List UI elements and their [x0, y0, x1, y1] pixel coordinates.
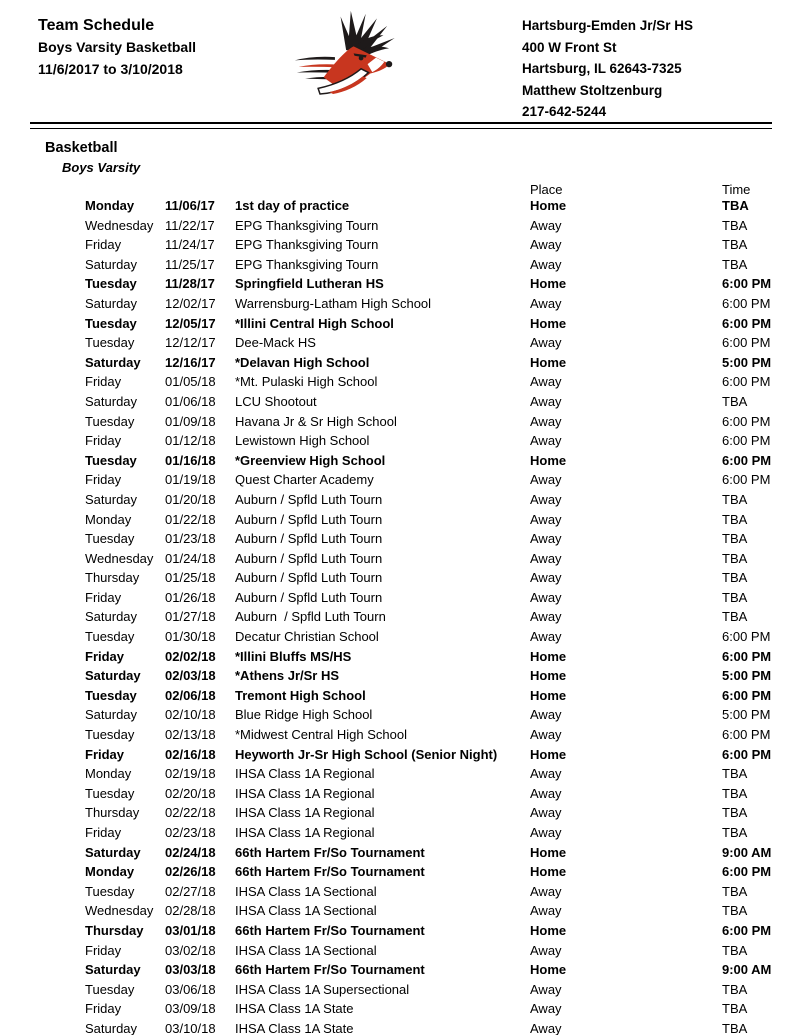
time-cell: 6:00 PM	[722, 413, 771, 429]
place-cell: Away	[530, 589, 562, 605]
contact-phone: 217-642-5244	[522, 104, 607, 119]
date-cell: 02/27/18	[165, 883, 216, 899]
sport-heading: Basketball	[45, 140, 118, 156]
schedule-row	[0, 216, 800, 236]
time-cell: TBA	[722, 217, 748, 233]
schedule-row	[0, 784, 800, 804]
day-cell: Thursday	[85, 805, 140, 821]
time-cell: TBA	[722, 198, 749, 213]
schedule-row	[0, 843, 800, 863]
time-cell: 5:00 PM	[722, 354, 772, 370]
event-cell: IHSA Class 1A Regional	[235, 825, 375, 840]
time-cell: TBA	[722, 393, 748, 409]
schedule-row	[0, 412, 800, 432]
date-column-header	[165, 183, 235, 196]
day-cell: Saturday	[85, 491, 138, 507]
place-cell: Home	[530, 844, 567, 860]
schedule-row	[0, 529, 800, 549]
place-cell: Away	[530, 217, 562, 233]
date-cell: 12/16/17	[165, 354, 216, 370]
day-cell: Saturday	[85, 844, 141, 860]
date-cell: 02/16/18	[165, 746, 216, 762]
time-cell: 6:00 PM	[722, 433, 771, 449]
time-cell: 6:00 PM	[722, 276, 772, 292]
day-cell: Tuesday	[85, 727, 135, 743]
schedule-row	[0, 372, 800, 392]
date-cell: 02/10/18	[165, 707, 216, 723]
day-cell: Thursday	[85, 922, 144, 938]
place-cell: Away	[530, 707, 562, 723]
event-cell: IHSA Class 1A Sectional	[235, 903, 377, 919]
date-cell: 11/28/17	[165, 276, 215, 292]
time-cell: TBA	[722, 570, 748, 586]
event-cell: Heyworth Jr-Sr High School (Senior Night)	[235, 746, 498, 762]
place-cell: Away	[530, 727, 562, 743]
date-cell: 02/24/18	[165, 844, 216, 860]
date-cell: 02/28/18	[165, 903, 216, 919]
time-cell: TBA	[722, 491, 748, 507]
schedule-row	[0, 255, 800, 275]
school-contact-block	[522, 15, 693, 123]
time-cell: 6:00 PM	[722, 295, 771, 311]
day-cell: Saturday	[85, 354, 141, 370]
date-cell: 11/22/17	[165, 217, 215, 233]
time-cell: TBA	[722, 766, 748, 782]
time-cell: TBA	[722, 981, 748, 997]
day-cell: Tuesday	[85, 315, 137, 331]
schedule-row	[0, 1019, 800, 1035]
event-cell: *Midwest Central High School	[235, 727, 407, 743]
event-cell: IHSA Class 1A Supersectional	[235, 981, 410, 997]
day-cell: Friday	[85, 825, 122, 840]
place-cell: Away	[530, 550, 562, 566]
date-cell: 01/25/18	[165, 570, 216, 586]
event-cell: Dee-Mack HS	[235, 335, 316, 351]
event-cell: Auburn / Spfld Luth Tourn	[235, 609, 386, 625]
place-cell: Away	[530, 433, 562, 449]
date-cell: 11/24/17	[165, 237, 215, 253]
event-cell: Springfield Lutheran HS	[235, 276, 384, 292]
time-cell: 6:00 PM	[722, 922, 772, 938]
time-cell: 6:00 PM	[722, 472, 771, 488]
date-cell: 02/23/18	[165, 825, 216, 840]
place-cell: Away	[530, 942, 562, 958]
day-cell: Monday	[85, 198, 135, 213]
day-cell: Wednesday	[85, 550, 154, 566]
schedule-row	[0, 666, 800, 686]
day-cell: Saturday	[85, 707, 138, 723]
event-cell: 66th Hartem Fr/So Tournament	[235, 962, 425, 978]
time-column-header: Time	[722, 183, 751, 196]
time-cell: TBA	[722, 1001, 748, 1017]
time-cell: 6:00 PM	[722, 629, 771, 645]
date-cell: 02/03/18	[165, 668, 216, 684]
school-name: Hartsburg-Emden Jr/Sr HS	[522, 18, 694, 33]
place-cell: Away	[530, 393, 562, 409]
day-cell: Tuesday	[85, 785, 135, 801]
time-cell: TBA	[722, 589, 748, 605]
place-cell: Away	[530, 903, 562, 919]
schedule-row	[0, 901, 800, 921]
date-cell: 01/16/18	[165, 452, 216, 468]
date-cell: 03/01/18	[165, 922, 216, 938]
place-cell: Home	[530, 354, 567, 370]
place-cell: Away	[530, 629, 562, 645]
school-address-line1: 400 W Front St	[522, 39, 617, 55]
event-cell: *Illini Central High School	[235, 315, 394, 331]
time-cell: TBA	[722, 903, 748, 919]
time-cell: 6:00 PM	[722, 687, 772, 703]
time-cell: 6:00 PM	[722, 727, 771, 743]
schedule-row	[0, 882, 800, 902]
place-cell: Away	[530, 1001, 562, 1017]
time-cell: TBA	[722, 237, 748, 253]
time-cell: 6:00 PM	[722, 374, 771, 390]
place-cell: Away	[530, 374, 562, 390]
event-cell: LCU Shootout	[235, 393, 317, 409]
date-cell: 02/22/18	[165, 805, 216, 821]
date-cell: 12/12/17	[165, 335, 216, 351]
schedule-row	[0, 470, 800, 490]
date-cell: 02/20/18	[165, 785, 216, 801]
day-cell: Friday	[85, 942, 122, 958]
event-cell: Auburn / Spfld Luth Tourn	[235, 589, 383, 605]
schedule-row	[0, 921, 800, 941]
event-cell: 66th Hartem Fr/So Tournament	[235, 844, 425, 860]
place-cell: Away	[530, 1020, 562, 1035]
day-cell: Friday	[85, 433, 122, 449]
day-cell: Saturday	[85, 256, 138, 272]
event-cell: EPG Thanksgiving Tourn	[235, 237, 379, 253]
event-cell: *Greenview High School	[235, 452, 386, 468]
team-subtitle: Boys Varsity Basketball	[38, 39, 196, 55]
time-cell: 6:00 PM	[722, 315, 772, 331]
event-cell: Havana Jr & Sr High School	[235, 413, 397, 429]
date-cell: 01/19/18	[165, 472, 216, 488]
day-cell: Saturday	[85, 962, 141, 978]
date-cell: 02/06/18	[165, 687, 216, 703]
schedule-row	[0, 196, 800, 216]
schedule-row	[0, 607, 800, 627]
schedule-row	[0, 941, 800, 961]
time-cell: TBA	[722, 805, 748, 821]
time-cell: TBA	[722, 256, 748, 272]
date-cell: 01/22/18	[165, 511, 216, 527]
event-cell: 66th Hartem Fr/So Tournament	[235, 864, 425, 880]
stag-mascot-logo-icon	[292, 4, 404, 100]
schedule-row	[0, 980, 800, 1000]
header-divider-rule	[30, 122, 772, 129]
event-cell: IHSA Class 1A Regional	[235, 805, 375, 821]
day-cell: Friday	[85, 237, 122, 253]
day-column-header	[85, 183, 165, 196]
day-cell: Saturday	[85, 609, 138, 625]
schedule-row	[0, 588, 800, 608]
place-cell: Away	[530, 883, 562, 899]
time-cell: 9:00 AM	[722, 844, 772, 860]
place-cell: Away	[530, 511, 562, 527]
time-cell: 9:00 AM	[722, 962, 772, 978]
date-cell: 01/27/18	[165, 609, 216, 625]
season-date-range: 11/6/2017 to 3/10/2018	[38, 61, 183, 77]
day-cell: Monday	[85, 511, 132, 527]
time-cell: TBA	[722, 531, 748, 547]
time-cell: TBA	[722, 785, 748, 801]
place-cell: Away	[530, 531, 562, 547]
time-cell: TBA	[722, 825, 748, 840]
event-cell: IHSA Class 1A State	[235, 1020, 354, 1035]
day-cell: Saturday	[85, 668, 141, 684]
time-cell: 6:00 PM	[722, 335, 771, 351]
time-cell: TBA	[722, 942, 748, 958]
place-cell: Home	[530, 668, 567, 684]
event-cell: IHSA Class 1A Sectional	[235, 883, 377, 899]
date-cell: 01/30/18	[165, 629, 216, 645]
schedule-row	[0, 745, 800, 765]
time-cell: 5:00 PM	[722, 707, 771, 723]
schedule-row	[0, 392, 800, 412]
report-title-block	[38, 15, 196, 80]
date-cell: 11/06/17	[165, 198, 215, 213]
event-cell: Lewistown High School	[235, 433, 370, 449]
place-cell: Away	[530, 609, 562, 625]
event-cell: IHSA Class 1A Regional	[235, 785, 375, 801]
day-cell: Monday	[85, 766, 132, 782]
schedule-row	[0, 549, 800, 569]
place-column-header: Place	[530, 183, 563, 196]
day-cell: Wednesday	[85, 217, 154, 233]
schedule-row	[0, 451, 800, 471]
time-cell: 6:00 PM	[722, 648, 772, 664]
contact-name: Matthew Stoltzenburg	[522, 82, 663, 98]
date-cell: 01/26/18	[165, 589, 216, 605]
day-cell: Tuesday	[85, 981, 135, 997]
date-cell: 03/03/18	[165, 962, 216, 978]
date-cell: 01/23/18	[165, 531, 216, 547]
day-cell: Tuesday	[85, 687, 137, 703]
time-cell: 6:00 PM	[722, 864, 772, 880]
schedule-row	[0, 274, 800, 294]
place-cell: Away	[530, 472, 562, 488]
date-cell: 02/02/18	[165, 648, 216, 664]
place-cell: Away	[530, 785, 562, 801]
schedule-row	[0, 705, 800, 725]
time-cell: TBA	[722, 883, 748, 899]
event-cell: EPG Thanksgiving Tourn	[235, 217, 379, 233]
schedule-row	[0, 803, 800, 823]
event-cell: Quest Charter Academy	[235, 472, 374, 488]
place-cell: Away	[530, 491, 562, 507]
place-cell: Away	[530, 981, 562, 997]
schedule-row	[0, 960, 800, 980]
schedule-header-row	[0, 183, 800, 196]
date-cell: 02/26/18	[165, 864, 216, 880]
date-cell: 01/20/18	[165, 491, 216, 507]
day-cell: Friday	[85, 746, 125, 762]
schedule-row	[0, 314, 800, 334]
place-cell: Away	[530, 237, 562, 253]
time-cell: 6:00 PM	[722, 746, 772, 762]
schedule-row	[0, 568, 800, 588]
date-cell: 01/09/18	[165, 413, 216, 429]
day-cell: Tuesday	[85, 413, 135, 429]
day-cell: Tuesday	[85, 883, 135, 899]
place-cell: Home	[530, 922, 567, 938]
day-cell: Friday	[85, 374, 122, 390]
place-cell: Away	[530, 256, 562, 272]
schedule-row	[0, 862, 800, 882]
date-cell: 01/12/18	[165, 433, 216, 449]
schedule-row	[0, 686, 800, 706]
event-cell: Auburn / Spfld Luth Tourn	[235, 570, 383, 586]
schedule-row	[0, 490, 800, 510]
place-cell: Home	[530, 962, 567, 978]
schedule-row	[0, 627, 800, 647]
event-cell: *Delavan High School	[235, 354, 370, 370]
place-cell: Away	[530, 413, 562, 429]
event-column-header	[235, 183, 530, 196]
date-cell: 03/10/18	[165, 1020, 216, 1035]
place-cell: Home	[530, 746, 567, 762]
event-cell: Auburn / Spfld Luth Tourn	[235, 550, 383, 566]
day-cell: Monday	[85, 864, 135, 880]
place-cell: Home	[530, 452, 567, 468]
event-cell: *Illini Bluffs MS/HS	[235, 648, 352, 664]
place-cell: Home	[530, 198, 567, 213]
time-cell: TBA	[722, 609, 748, 625]
event-cell: *Athens Jr/Sr HS	[235, 668, 340, 684]
day-cell: Friday	[85, 648, 125, 664]
schedule-row	[0, 999, 800, 1019]
place-cell: Home	[530, 687, 567, 703]
event-cell: IHSA Class 1A State	[235, 1001, 354, 1017]
day-cell: Friday	[85, 589, 122, 605]
date-cell: 11/25/17	[165, 256, 215, 272]
event-cell: Blue Ridge High School	[235, 707, 373, 723]
schedule-row	[0, 294, 800, 314]
place-cell: Away	[530, 295, 562, 311]
event-cell: IHSA Class 1A Sectional	[235, 942, 377, 958]
schedule-row	[0, 725, 800, 745]
event-cell: EPG Thanksgiving Tourn	[235, 256, 379, 272]
time-cell: TBA	[722, 550, 748, 566]
day-cell: Tuesday	[85, 531, 135, 547]
date-cell: 01/06/18	[165, 393, 216, 409]
day-cell: Saturday	[85, 1020, 138, 1035]
schedule-table	[0, 183, 800, 1035]
date-cell: 01/05/18	[165, 374, 216, 390]
schedule-row	[0, 823, 800, 843]
schedule-row	[0, 353, 800, 373]
event-cell: IHSA Class 1A Regional	[235, 766, 375, 782]
date-cell: 12/02/17	[165, 295, 216, 311]
schedule-row	[0, 333, 800, 353]
time-cell: TBA	[722, 511, 748, 527]
day-cell: Tuesday	[85, 452, 137, 468]
event-cell: 1st day of practice	[235, 198, 350, 213]
time-cell: TBA	[722, 1020, 748, 1035]
date-cell: 02/13/18	[165, 727, 216, 743]
schedule-row	[0, 431, 800, 451]
event-cell: Tremont High School	[235, 687, 366, 703]
day-cell: Friday	[85, 472, 122, 488]
date-cell: 03/09/18	[165, 1001, 216, 1017]
event-cell: Auburn / Spfld Luth Tourn	[235, 531, 383, 547]
schedule-row	[0, 235, 800, 255]
team-heading: Boys Varsity	[62, 160, 141, 175]
day-cell: Saturday	[85, 393, 138, 409]
day-cell: Tuesday	[85, 335, 135, 351]
place-cell: Home	[530, 648, 567, 664]
place-cell: Home	[530, 864, 567, 880]
page-title: Team Schedule	[38, 17, 155, 34]
place-cell: Away	[530, 335, 562, 351]
place-cell: Away	[530, 766, 562, 782]
day-cell: Thursday	[85, 570, 140, 586]
day-cell: Tuesday	[85, 629, 135, 645]
day-cell: Wednesday	[85, 903, 154, 919]
schedule-row	[0, 510, 800, 530]
place-cell: Home	[530, 276, 567, 292]
time-cell: 5:00 PM	[722, 668, 772, 684]
schedule-content	[0, 140, 800, 1035]
date-cell: 01/24/18	[165, 550, 216, 566]
day-cell: Friday	[85, 1001, 122, 1017]
date-cell: 02/19/18	[165, 766, 216, 782]
time-cell: 6:00 PM	[722, 452, 772, 468]
schedule-row	[0, 647, 800, 667]
date-cell: 03/02/18	[165, 942, 216, 958]
place-cell: Away	[530, 805, 562, 821]
day-cell: Tuesday	[85, 276, 137, 292]
event-cell: Auburn / Spfld Luth Tourn	[235, 511, 383, 527]
date-cell: 12/05/17	[165, 315, 216, 331]
place-cell: Away	[530, 825, 562, 840]
schedule-row	[0, 764, 800, 784]
school-address-line2: Hartsburg, IL 62643-7325	[522, 61, 682, 76]
event-cell: Warrensburg-Latham High School	[235, 295, 432, 311]
place-cell: Home	[530, 315, 567, 331]
event-cell: 66th Hartem Fr/So Tournament	[235, 922, 425, 938]
schedule-rows	[0, 196, 800, 1035]
event-cell: Auburn / Spfld Luth Tourn	[235, 491, 383, 507]
day-cell: Saturday	[85, 295, 138, 311]
event-cell: *Mt. Pulaski High School	[235, 374, 378, 390]
place-cell: Away	[530, 570, 562, 586]
event-cell: Decatur Christian School	[235, 629, 379, 645]
date-cell: 03/06/18	[165, 981, 216, 997]
